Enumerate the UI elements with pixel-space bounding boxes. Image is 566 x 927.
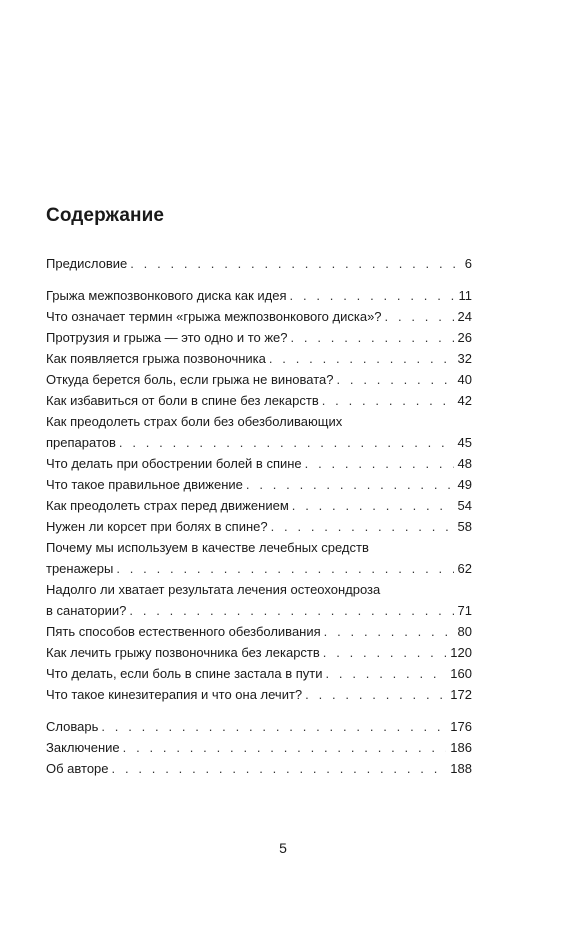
toc-entry-page: 62: [457, 561, 472, 576]
toc-entry-page: 24: [457, 309, 472, 324]
toc-entry-title: Заключение: [46, 740, 120, 755]
toc-entry: [46, 369, 472, 390]
toc-entry: [46, 579, 472, 621]
toc-entry-title: Что такое кинезитерапия и что она лечит?: [46, 687, 303, 702]
dot-leader: [290, 285, 455, 306]
toc-entry-title: Что означает термин «грыжа межпозвонкового диска»?: [46, 309, 382, 324]
contents-heading: Содержание: [46, 205, 165, 226]
toc-entry: [46, 737, 472, 758]
toc-entry-title: Об авторе: [46, 761, 109, 776]
dot-leader: [385, 306, 454, 327]
toc-entry-page: 80: [457, 624, 472, 639]
dot-leader: [324, 621, 454, 642]
toc-entry-page: 40: [457, 372, 472, 387]
toc-entry-title: Как избавиться от боли в спине без лекарств: [46, 393, 319, 408]
toc-entry: [46, 453, 472, 474]
toc-entry: [46, 758, 472, 779]
toc-entry-title: тренажеры: [46, 561, 114, 576]
toc-entry-title: Как преодолеть страх перед движением: [46, 498, 289, 513]
page-number: 5: [279, 840, 287, 856]
dot-leader: [269, 348, 454, 369]
toc-entry-title-line1: Почему мы используем в качестве лечебных средств: [46, 540, 369, 555]
toc-entry-title: препаратов: [46, 435, 116, 450]
dot-leader: [129, 600, 453, 621]
dot-leader: [305, 453, 454, 474]
dot-leader: [123, 737, 447, 758]
toc-entry: [46, 516, 472, 537]
toc-entry-page: 54: [457, 498, 472, 513]
dot-leader: [326, 663, 447, 684]
table-of-contents: [46, 253, 472, 779]
toc-entry-title: Протрузия и грыжа — это одно и то же?: [46, 330, 288, 345]
toc-entry-page: 176: [450, 719, 472, 734]
toc-entry-title: Как лечить грыжу позвоночника без лекарств: [46, 645, 320, 660]
toc-entry: [46, 253, 472, 274]
toc-entry-title: Откуда берется боль, если грыжа не виновата?: [46, 372, 334, 387]
dot-leader: [112, 758, 447, 779]
toc-entry-page: 58: [457, 519, 472, 534]
toc-entry-title: Предисловие: [46, 256, 128, 271]
dot-leader: [119, 432, 454, 453]
toc-entry: [46, 621, 472, 642]
toc-entry: [46, 642, 472, 663]
dot-leader: [101, 716, 446, 737]
toc-entry: [46, 663, 472, 684]
toc-entry: [46, 390, 472, 411]
toc-entry-page: 48: [457, 456, 472, 471]
toc-entry-page: 42: [457, 393, 472, 408]
toc-entry: [46, 716, 472, 737]
toc-entry-title: Грыжа межпозвонкового диска как идея: [46, 288, 287, 303]
toc-entry-page: 32: [457, 351, 472, 366]
dot-leader: [323, 642, 447, 663]
dot-leader: [292, 495, 454, 516]
toc-entry: [46, 348, 472, 369]
dot-leader: [246, 474, 454, 495]
toc-entry-page: 45: [457, 435, 472, 450]
toc-entry-page: 71: [457, 603, 472, 618]
dot-leader: [130, 253, 461, 274]
toc-entry-page: 49: [457, 477, 472, 492]
toc-entry-title: Что делать при обострении болей в спине: [46, 456, 302, 471]
toc-entry-title: в санатории?: [46, 603, 127, 618]
toc-entry: [46, 474, 472, 495]
toc-entry: [46, 285, 472, 306]
toc-entry: [46, 684, 472, 705]
toc-entry-title: Нужен ли корсет при болях в спине?: [46, 519, 268, 534]
dot-leader: [305, 684, 446, 705]
toc-entry: [46, 495, 472, 516]
toc-entry: [46, 537, 472, 579]
toc-entry-page: 188: [450, 761, 472, 776]
dot-leader: [322, 390, 454, 411]
dot-leader: [116, 558, 453, 579]
dot-leader: [291, 327, 454, 348]
toc-entry: [46, 411, 472, 453]
toc-entry-page: 6: [464, 256, 472, 271]
toc-entry-title: Пять способов естественного обезболивания: [46, 624, 321, 639]
toc-entry-page: 26: [457, 330, 472, 345]
toc-entry-title: Что делать, если боль в спине застала в пути: [46, 666, 323, 681]
toc-entry-title: Как появляется грыжа позвоночника: [46, 351, 266, 366]
toc-entry-page: 120: [450, 645, 472, 660]
dot-leader: [271, 516, 454, 537]
toc-entry-page: 11: [458, 288, 472, 303]
toc-entry-page: 160: [450, 666, 472, 681]
toc-entry-title-line1: Надолго ли хватает результата лечения остеохондроза: [46, 582, 381, 597]
toc-entry: [46, 327, 472, 348]
toc-entry-title: Что такое правильное движение: [46, 477, 243, 492]
toc-entry-title-line1: Как преодолеть страх боли без обезболивающих: [46, 414, 343, 429]
toc-entry-title: Словарь: [46, 719, 99, 734]
toc-entry: [46, 306, 472, 327]
toc-entry-page: 186: [450, 740, 472, 755]
dot-leader: [337, 369, 454, 390]
toc-entry-page: 172: [450, 687, 472, 702]
